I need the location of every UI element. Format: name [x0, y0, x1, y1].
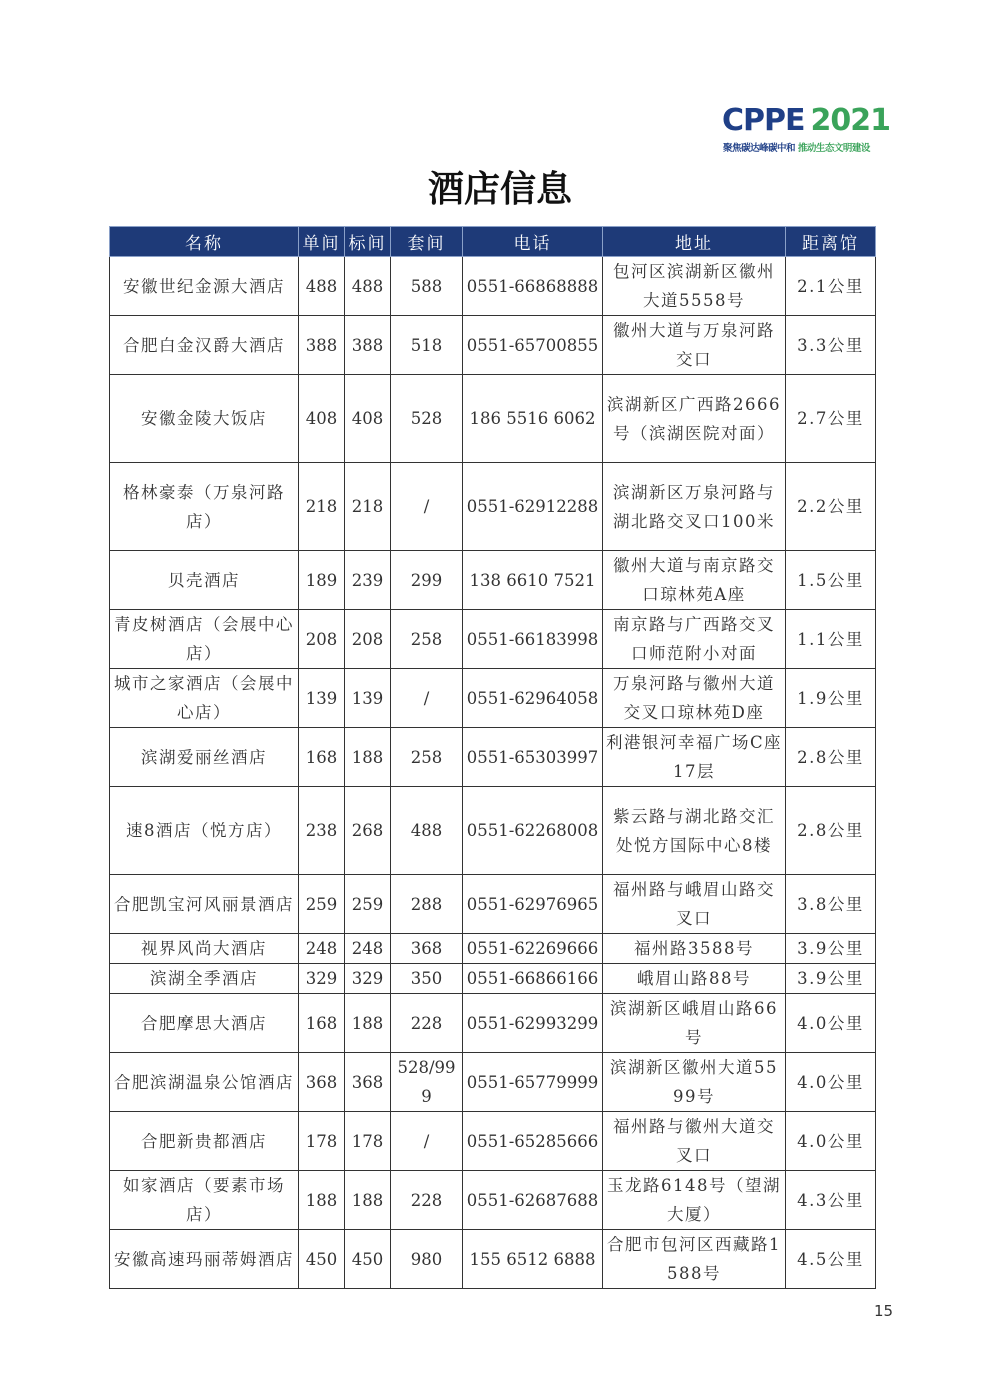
logo-slogan: [723, 140, 870, 154]
hotel-phone: 0551-65779999: [463, 1053, 603, 1112]
suite-price: 518: [391, 316, 463, 375]
suite-price: /: [391, 1112, 463, 1171]
page-number: 15: [874, 1302, 894, 1320]
table-row: [110, 1112, 876, 1171]
table-row: [110, 375, 876, 463]
hotel-address: 玉龙路6148号（望湖大厦）: [603, 1171, 786, 1230]
single-price: 368: [299, 1053, 345, 1112]
single-price: 388: [299, 316, 345, 375]
hotel-name: 安徽金陵大饭店: [110, 375, 299, 463]
hotel-phone: 0551-62269666: [463, 934, 603, 964]
table-row: [110, 875, 876, 934]
hotel-phone: 0551-66868888: [463, 257, 603, 316]
hotel-name: 安徽世纪金源大酒店: [110, 257, 299, 316]
hotel-phone: 0551-62964058: [463, 669, 603, 728]
single-price: 168: [299, 994, 345, 1053]
suite-price: 228: [391, 994, 463, 1053]
suite-price: /: [391, 669, 463, 728]
hotel-address: 包河区滨湖新区徽州大道5558号: [603, 257, 786, 316]
hotel-address: 滨湖新区万泉河路与湖北路交叉口100米: [603, 463, 786, 551]
standard-price: 178: [345, 1112, 391, 1171]
single-price: 178: [299, 1112, 345, 1171]
hotel-address: 滨湖新区广西路2666号（滨湖医院对面）: [603, 375, 786, 463]
hotel-address: 滨湖新区峨眉山路66号: [603, 994, 786, 1053]
table-row: [110, 257, 876, 316]
logo-slogan-part1: 聚焦碳达峰碳中和: [723, 143, 796, 154]
standard-price: 488: [345, 257, 391, 316]
cppe-logo: [722, 103, 890, 156]
hotel-distance: 2.7公里: [786, 375, 876, 463]
table-row: [110, 934, 876, 964]
table-row: [110, 787, 876, 875]
hotel-address: 峨眉山路88号: [603, 964, 786, 994]
single-price: 208: [299, 610, 345, 669]
single-price: 218: [299, 463, 345, 551]
standard-price: 259: [345, 875, 391, 934]
hotel-distance: 2.8公里: [786, 787, 876, 875]
hotel-address: 滨湖新区徽州大道5599号: [603, 1053, 786, 1112]
column-header-suite: 套间: [391, 227, 463, 257]
table-row: [110, 728, 876, 787]
hotel-phone: 0551-62912288: [463, 463, 603, 551]
hotel-name: 合肥摩思大酒店: [110, 994, 299, 1053]
hotel-phone: 0551-62993299: [463, 994, 603, 1053]
hotel-name: 合肥白金汉爵大酒店: [110, 316, 299, 375]
hotel-distance: 3.9公里: [786, 934, 876, 964]
hotel-name: 贝壳酒店: [110, 551, 299, 610]
suite-price: 228: [391, 1171, 463, 1230]
suite-price: 488: [391, 787, 463, 875]
standard-price: 388: [345, 316, 391, 375]
hotel-address: 利港银河幸福广场C座17层: [603, 728, 786, 787]
hotel-address: 南京路与广西路交叉口师范附小对面: [603, 610, 786, 669]
hotel-phone: 0551-65700855: [463, 316, 603, 375]
hotel-phone: 0551-65285666: [463, 1112, 603, 1171]
hotel-address: 合肥市包河区西藏路1588号: [603, 1230, 786, 1289]
standard-price: 208: [345, 610, 391, 669]
hotel-address: 万泉河路与徽州大道交叉口琼林苑D座: [603, 669, 786, 728]
column-header-single: 单间: [299, 227, 345, 257]
table-row: [110, 964, 876, 994]
hotel-table: [109, 226, 876, 1289]
column-header-name: 名称: [110, 227, 299, 257]
standard-price: 188: [345, 994, 391, 1053]
standard-price: 368: [345, 1053, 391, 1112]
hotel-distance: 3.8公里: [786, 875, 876, 934]
standard-price: 139: [345, 669, 391, 728]
hotel-distance: 2.8公里: [786, 728, 876, 787]
hotel-distance: 4.0公里: [786, 1112, 876, 1171]
hotel-distance: 4.3公里: [786, 1171, 876, 1230]
hotel-distance: 1.5公里: [786, 551, 876, 610]
hotel-distance: 3.9公里: [786, 964, 876, 994]
hotel-phone: 186 5516 6062: [463, 375, 603, 463]
hotel-distance: 1.1公里: [786, 610, 876, 669]
standard-price: 268: [345, 787, 391, 875]
hotel-distance: 2.1公里: [786, 257, 876, 316]
suite-price: /: [391, 463, 463, 551]
hotel-name: 合肥滨湖温泉公馆酒店: [110, 1053, 299, 1112]
column-header-phone: 电话: [463, 227, 603, 257]
suite-price: 258: [391, 610, 463, 669]
hotel-address: 徽州大道与南京路交口琼林苑A座: [603, 551, 786, 610]
single-price: 189: [299, 551, 345, 610]
hotel-distance: 1.9公里: [786, 669, 876, 728]
hotel-name: 安徽高速玛丽蒂姆酒店: [110, 1230, 299, 1289]
hotel-address: 紫云路与湖北路交汇处悦方国际中心8楼: [603, 787, 786, 875]
standard-price: 248: [345, 934, 391, 964]
hotel-address: 福州路3588号: [603, 934, 786, 964]
table-row: [110, 994, 876, 1053]
table-row: [110, 1053, 876, 1112]
hotel-phone: 155 6512 6888: [463, 1230, 603, 1289]
suite-price: 528/999: [391, 1053, 463, 1112]
single-price: 329: [299, 964, 345, 994]
hotel-phone: 138 6610 7521: [463, 551, 603, 610]
table-row: [110, 1230, 876, 1289]
hotel-phone: 0551-62687688: [463, 1171, 603, 1230]
logo-slogan-part2: 推动生态文明建设: [797, 143, 870, 154]
standard-price: 188: [345, 1171, 391, 1230]
hotel-name: 速8酒店（悦方店）: [110, 787, 299, 875]
table-header-row: [110, 227, 876, 257]
single-price: 259: [299, 875, 345, 934]
standard-price: 239: [345, 551, 391, 610]
suite-price: 288: [391, 875, 463, 934]
hotel-phone: 0551-62268008: [463, 787, 603, 875]
hotel-phone: 0551-66866166: [463, 964, 603, 994]
hotel-phone: 0551-65303997: [463, 728, 603, 787]
hotel-distance: 4.0公里: [786, 994, 876, 1053]
logo-wordmark: [722, 104, 890, 138]
single-price: 408: [299, 375, 345, 463]
hotel-distance: 4.0公里: [786, 1053, 876, 1112]
table-row: [110, 669, 876, 728]
hotel-name: 合肥凯宝河风丽景酒店: [110, 875, 299, 934]
table-row: [110, 316, 876, 375]
single-price: 188: [299, 1171, 345, 1230]
hotel-name: 视界风尚大酒店: [110, 934, 299, 964]
hotel-address: 福州路与峨眉山路交叉口: [603, 875, 786, 934]
page-title: 酒店信息: [427, 169, 572, 210]
hotel-distance: 2.2公里: [786, 463, 876, 551]
column-header-standard: 标间: [345, 227, 391, 257]
single-price: 139: [299, 669, 345, 728]
logo-brand: CPPE: [722, 103, 805, 138]
standard-price: 329: [345, 964, 391, 994]
standard-price: 218: [345, 463, 391, 551]
suite-price: 588: [391, 257, 463, 316]
single-price: 248: [299, 934, 345, 964]
hotel-address: 徽州大道与万泉河路交口: [603, 316, 786, 375]
table-row: [110, 610, 876, 669]
single-price: 168: [299, 728, 345, 787]
standard-price: 188: [345, 728, 391, 787]
hotel-name: 城市之家酒店（会展中心店）: [110, 669, 299, 728]
logo-year: 2021: [810, 103, 890, 138]
table-row: [110, 551, 876, 610]
hotel-name: 格林豪泰（万泉河路店）: [110, 463, 299, 551]
standard-price: 408: [345, 375, 391, 463]
hotel-name: 滨湖爱丽丝酒店: [110, 728, 299, 787]
hotel-name: 滨湖全季酒店: [110, 964, 299, 994]
hotel-phone: 0551-62976965: [463, 875, 603, 934]
table-row: [110, 463, 876, 551]
suite-price: 980: [391, 1230, 463, 1289]
suite-price: 528: [391, 375, 463, 463]
hotel-phone: 0551-66183998: [463, 610, 603, 669]
hotel-name: 如家酒店（要素市场店）: [110, 1171, 299, 1230]
suite-price: 299: [391, 551, 463, 610]
column-header-address: 地址: [603, 227, 786, 257]
single-price: 488: [299, 257, 345, 316]
hotel-name: 青皮树酒店（会展中心店）: [110, 610, 299, 669]
column-header-distance: 距离馆: [786, 227, 876, 257]
hotel-address: 福州路与徽州大道交叉口: [603, 1112, 786, 1171]
standard-price: 450: [345, 1230, 391, 1289]
table-row: [110, 1171, 876, 1230]
hotel-distance: 3.3公里: [786, 316, 876, 375]
single-price: 238: [299, 787, 345, 875]
single-price: 450: [299, 1230, 345, 1289]
hotel-name: 合肥新贵都酒店: [110, 1112, 299, 1171]
suite-price: 258: [391, 728, 463, 787]
suite-price: 368: [391, 934, 463, 964]
suite-price: 350: [391, 964, 463, 994]
hotel-distance: 4.5公里: [786, 1230, 876, 1289]
